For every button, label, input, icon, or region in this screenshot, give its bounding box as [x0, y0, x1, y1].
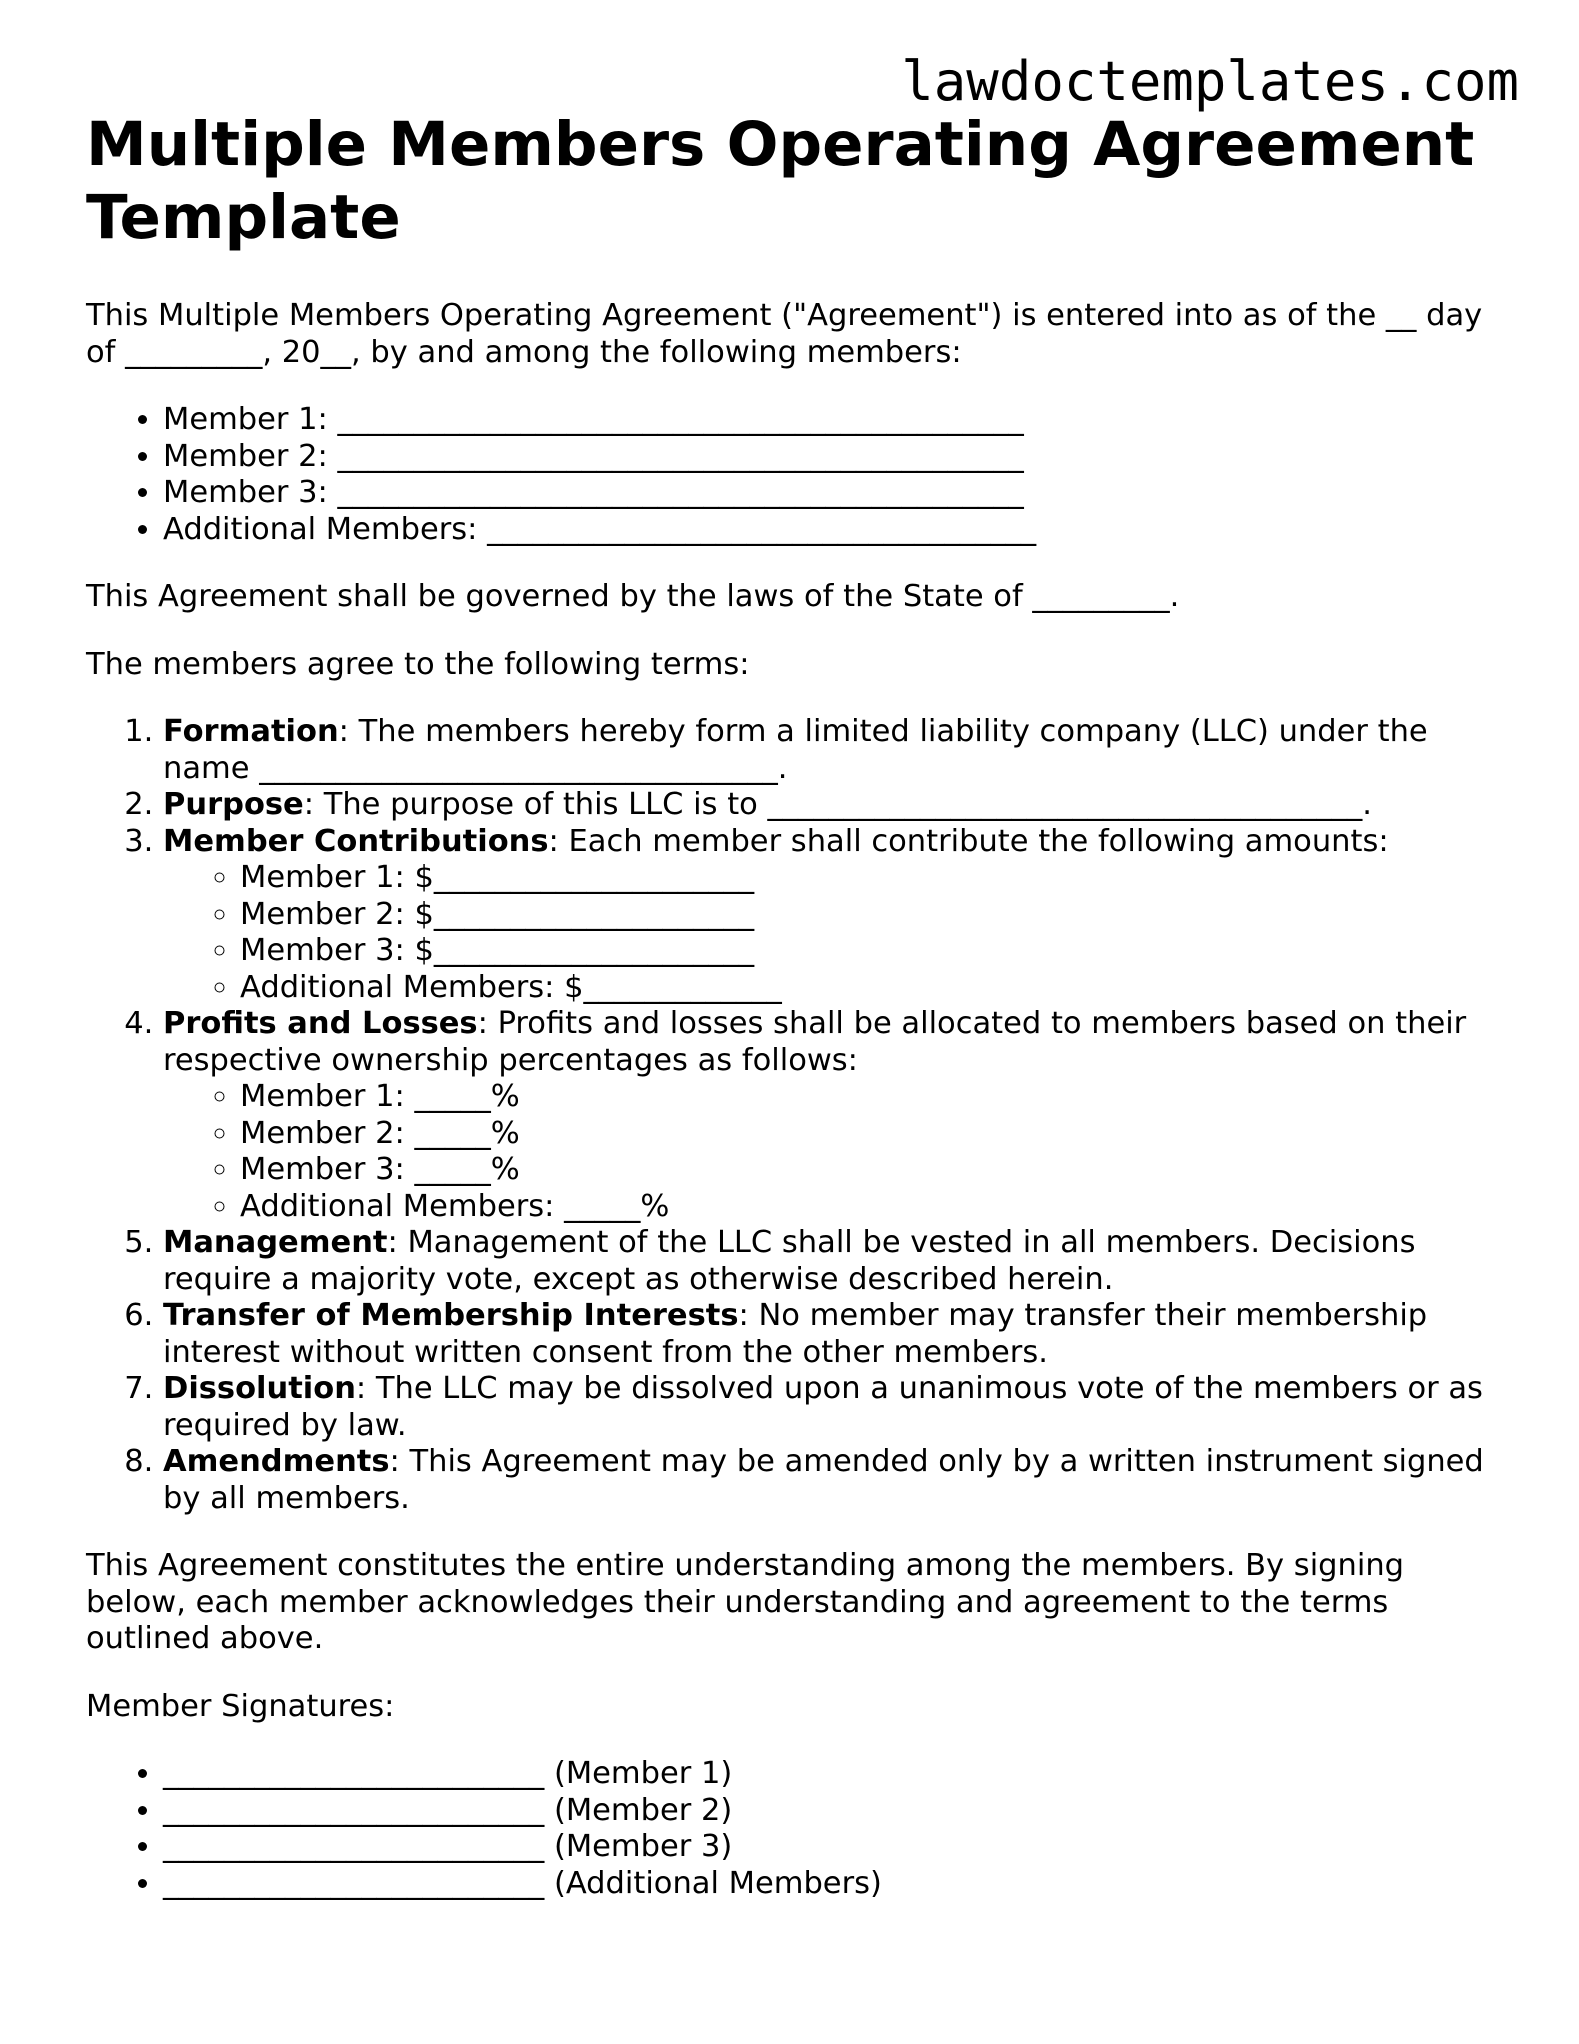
list-item: ◦ Member 1: _____%	[240, 1079, 1506, 1116]
contributions-sublist	[163, 860, 1506, 1006]
term-heading: Purpose	[163, 787, 304, 822]
list-item: ◦ Member 1: $_____________________	[240, 860, 1506, 897]
list-item: • Member 2: _____________________________________________	[163, 439, 1506, 476]
term-text: : This Agreement may be amended only by a written instrument signed by all members.	[163, 1444, 1484, 1516]
signatures-label: Member Signatures:	[86, 1688, 395, 1724]
term-member-contributions	[163, 824, 1506, 1007]
signature-line: • _________________________ (Additional Members)	[163, 1866, 1506, 1903]
term-text: : Profits and losses shall be allocated to members based on their respective ownership percentages as follows:	[163, 1006, 1467, 1078]
site-watermark: lawdoctemplates.com	[901, 50, 1519, 113]
term-heading: Member Contributions	[163, 823, 549, 859]
list-item: ◦ Member 3: _____%	[240, 1152, 1506, 1189]
term-text: : The members hereby form a limited liability company (LLC) under the name __________________________________.	[163, 714, 1428, 786]
closing-paragraph: This Agreement constitutes the entire understanding among the members. By signing below, each member acknowledges their understanding and agreement to the terms outlined above.	[86, 1548, 1405, 1656]
term-transfer-of-membership	[163, 1298, 1506, 1371]
intro-paragraph: This Multiple Members Operating Agreement ("Agreement") is entered into as of the __ day of _________, 20__, by and among the following members:	[86, 298, 1483, 370]
term-amendments	[163, 1444, 1506, 1517]
term-text: : Each member shall contribute the following amounts:	[548, 823, 1389, 859]
term-heading: Amendments	[163, 1444, 390, 1479]
document-body	[86, 108, 1506, 1933]
terms-intro-paragraph: The members agree to the following terms:	[86, 646, 750, 682]
term-purpose	[163, 787, 1506, 824]
term-formation	[163, 714, 1506, 787]
signature-line: • _________________________ (Member 3)	[163, 1829, 1506, 1866]
term-heading: Dissolution	[163, 1371, 356, 1406]
term-heading: Profits and Losses	[163, 1006, 478, 1041]
term-text: : Management of the LLC shall be vested in all members. Decisions require a majority vote, except as otherwise described herein.	[163, 1225, 1416, 1297]
list-item: • Member 1: _____________________________________________	[163, 402, 1506, 439]
governing-law-paragraph: This Agreement shall be governed by the laws of the State of _________.	[86, 579, 1180, 614]
list-item: ◦ Member 3: $_____________________	[240, 933, 1506, 970]
term-dissolution	[163, 1371, 1506, 1444]
percentages-sublist	[163, 1079, 1506, 1225]
list-item: ◦ Additional Members: $_____________	[240, 970, 1506, 1007]
list-item: • Additional Members: ____________________________________	[163, 512, 1506, 549]
terms-list	[86, 714, 1506, 1517]
term-profits-and-losses	[163, 1006, 1506, 1225]
term-heading: Formation	[163, 714, 339, 749]
signature-line: • _________________________ (Member 2)	[163, 1793, 1506, 1830]
term-text: : The purpose of this LLC is to _______________________________________.	[303, 787, 1372, 822]
document-title: Multiple Members Operating Agreement Template	[86, 109, 1475, 253]
list-item: ◦ Member 2: $_____________________	[240, 897, 1506, 934]
term-heading: Management	[163, 1225, 388, 1260]
list-item: ◦ Member 2: _____%	[240, 1116, 1506, 1153]
term-management	[163, 1225, 1506, 1298]
signature-line: • _________________________ (Member 1)	[163, 1756, 1506, 1793]
list-item: • Member 3: _____________________________________________	[163, 475, 1506, 512]
list-item: ◦ Additional Members: _____%	[240, 1189, 1506, 1226]
term-text: : No member may transfer their membership interest without written consent from the other members.	[163, 1298, 1428, 1370]
term-heading: Transfer of Membership Interests	[163, 1298, 739, 1333]
members-list	[86, 402, 1506, 548]
signatures-list	[86, 1756, 1506, 1902]
term-text: : The LLC may be dissolved upon a unanimous vote of the members or as required by law.	[163, 1371, 1483, 1443]
